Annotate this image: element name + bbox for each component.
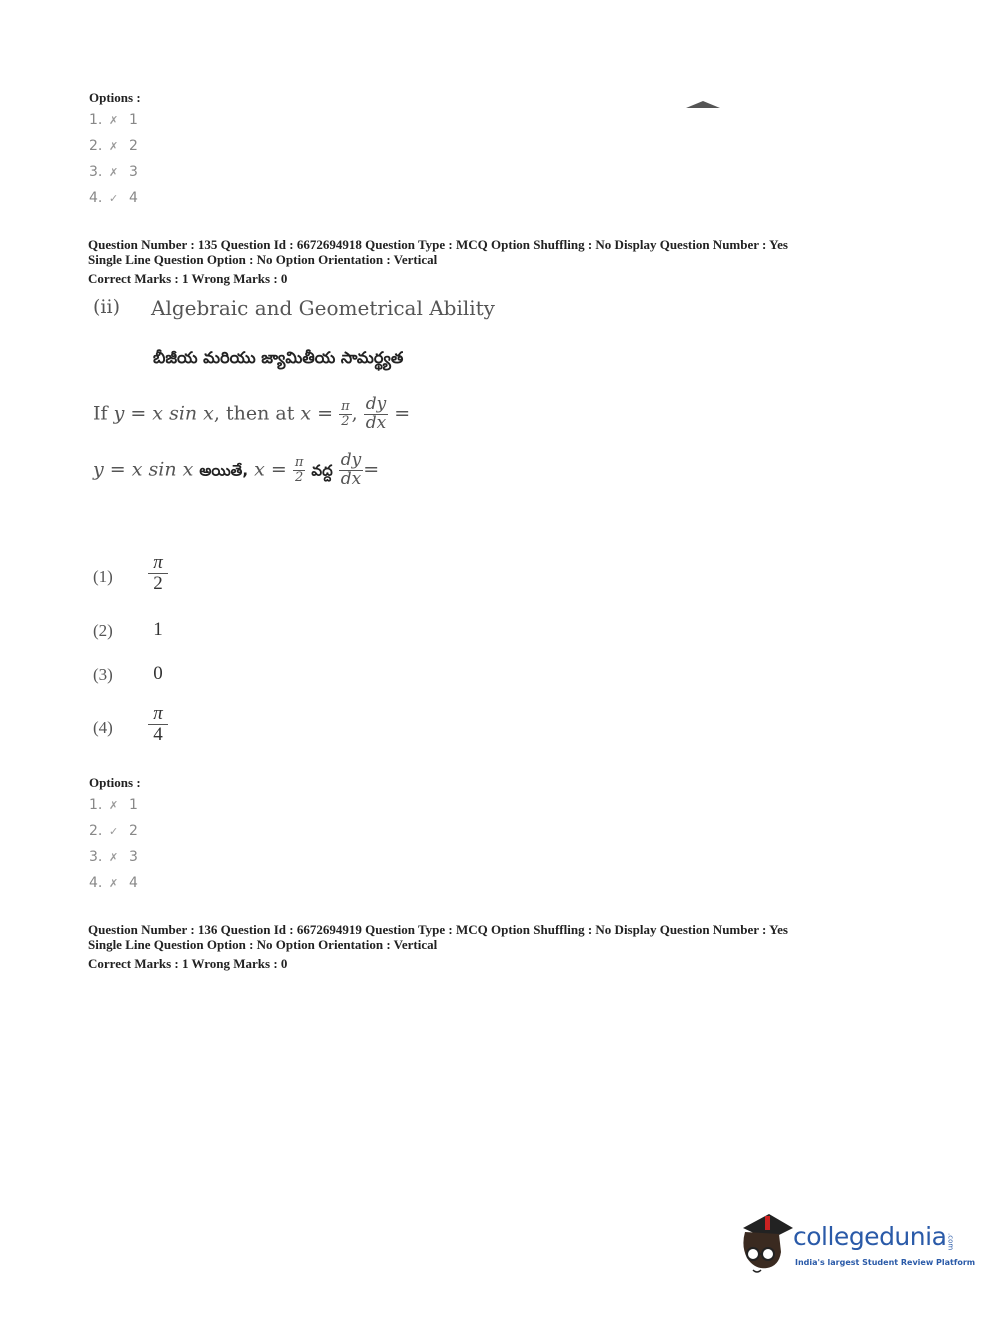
- option-row: 3. ✗ 3: [89, 849, 138, 865]
- choice-value: 1: [153, 619, 163, 640]
- option-row: 4. ✓ 4: [89, 190, 138, 206]
- cross-icon: ✗: [109, 114, 119, 127]
- choice-number: (2): [93, 621, 113, 640]
- choice-value: 0: [153, 663, 163, 684]
- option-row: 3. ✗ 3: [89, 164, 138, 180]
- cross-icon: ✗: [109, 877, 119, 890]
- section-title-telugu: బీజీయ మరియు జ్యామితీయ సామర్థ్యత: [153, 348, 404, 367]
- choice-number: (4): [93, 718, 113, 737]
- logo-tagline: India's largest Student Review Platform: [795, 1258, 976, 1267]
- section-number: (ii): [93, 296, 120, 318]
- logo-wordmark: collegedunia.com: [793, 1222, 955, 1251]
- section-title: Algebraic and Geometrical Ability: [151, 296, 495, 320]
- check-icon: ✓: [109, 825, 119, 838]
- choice-value: $\frac{\pi}{4}$: [148, 704, 168, 745]
- collegedunia-logo: [735, 1210, 976, 1282]
- option-row: 1. ✗ 1: [89, 797, 138, 813]
- options-label: Options :: [89, 775, 141, 790]
- check-icon: ✓: [109, 192, 119, 205]
- question-meta: Question Number : 136 Question Id : 6672694919 Question Type : MCQ Option Shuffling : No Display Question Number : Yes Single Line Question Option : No Option Orientation : Vertical Correct Marks : 1 Wrong Marks : 0: [88, 922, 788, 971]
- option-row: 1. ✗ 1: [89, 112, 138, 128]
- question-text-telugu: y = x sin x అయితే, x = $\frac{\pi}{2}$ వద్ద $\frac{dy}{dx}$ =: [93, 450, 380, 489]
- question-text-english: If y = x sin x, then at x = $\frac{\pi}{2}$ , $\frac{dy}{dx}$ =: [93, 394, 411, 433]
- option-row: 4. ✗ 4: [89, 875, 138, 891]
- choice-value: $\frac{\pi}{2}$: [148, 553, 168, 594]
- arrow-up-icon: [686, 96, 720, 104]
- question-meta: Question Number : 135 Question Id : 6672694918 Question Type : MCQ Option Shuffling : No Display Question Number : Yes Single Line Question Option : No Option Orientation : Vertical Correct Marks : 1 Wrong Marks : 0: [88, 237, 788, 286]
- option-row: 2. ✗ 2: [89, 138, 138, 154]
- cross-icon: ✗: [109, 799, 119, 812]
- cross-icon: ✗: [109, 166, 119, 179]
- cross-icon: ✗: [109, 140, 119, 153]
- choice-number: (3): [93, 665, 113, 684]
- choice-number: (1): [93, 567, 113, 586]
- mascot-icon: [735, 1210, 793, 1278]
- options-label: Options :: [89, 90, 141, 105]
- cross-icon: ✗: [109, 851, 119, 864]
- option-row: 2. ✓ 2: [89, 823, 138, 839]
